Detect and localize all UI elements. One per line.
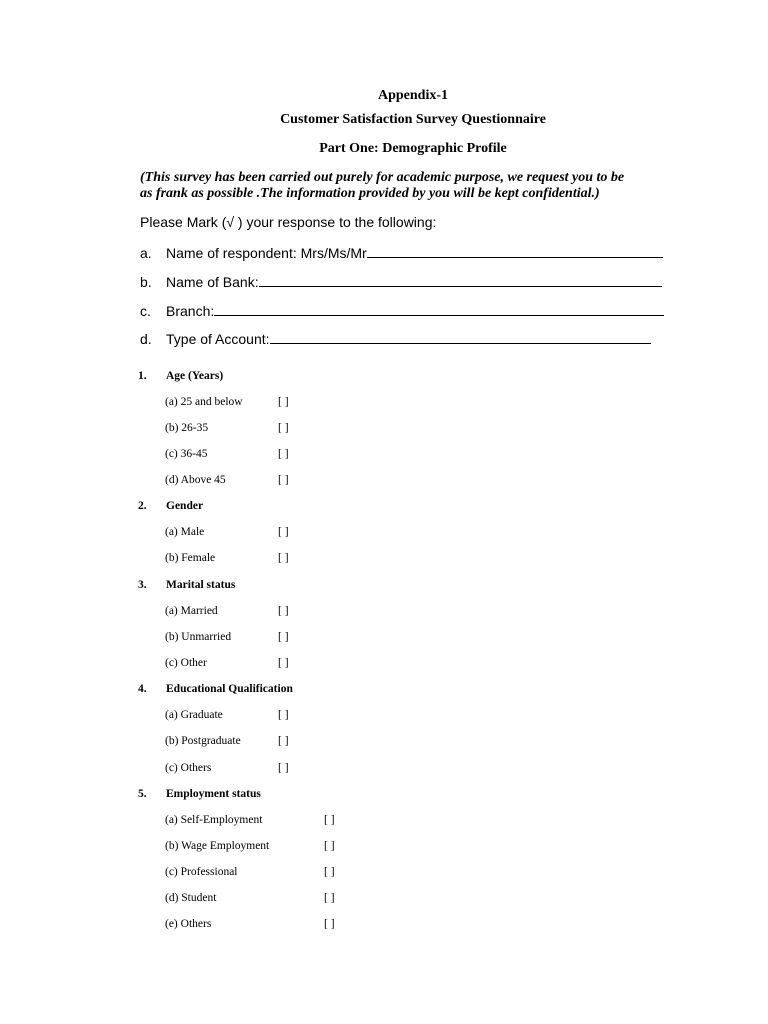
option-label: (c) 36-45 <box>165 448 208 460</box>
question-number: 5. <box>138 788 147 800</box>
field-label: Type of Account: <box>166 331 270 347</box>
question-number: 1. <box>138 370 147 382</box>
option-label: (d) Above 45 <box>165 474 226 486</box>
question-number: 2. <box>138 500 147 512</box>
section-title: Part One: Demographic Profile <box>319 141 507 156</box>
checkbox[interactable]: [ ] <box>324 840 335 852</box>
checkbox[interactable]: [ ] <box>278 605 289 617</box>
field-label: Branch: <box>166 303 215 319</box>
option-label: (b) 26-35 <box>165 422 209 434</box>
field-letter: b. <box>140 274 152 290</box>
respondent-name-field <box>140 245 663 261</box>
question-number: 3. <box>138 579 147 591</box>
checkbox[interactable]: [ ] <box>278 396 289 408</box>
option-label: (a) Male <box>165 526 205 538</box>
option-label: (e) Others <box>165 918 212 930</box>
intro-line-1: (This survey has been carried out purely for academic purpose, we request you to be <box>140 170 625 185</box>
question-title: Marital status <box>166 579 236 591</box>
branch-blank[interactable] <box>214 314 664 316</box>
option-label: (c) Professional <box>165 866 238 878</box>
intro-line-2: as frank as possible .The information provided by you will be kept confidential.) <box>140 186 600 201</box>
checkbox[interactable]: [ ] <box>278 657 289 669</box>
option-label: (c) Other <box>165 657 207 669</box>
field-letter: c. <box>140 303 151 319</box>
checkbox[interactable]: [ ] <box>278 735 289 747</box>
bank-name-field <box>140 274 662 290</box>
question-heading <box>138 683 293 695</box>
checkbox[interactable]: [ ] <box>278 709 289 721</box>
field-letter: a. <box>140 245 152 261</box>
account-type-field <box>140 331 651 347</box>
option-label: (a) Self-Employment <box>165 814 263 826</box>
question-number: 4. <box>138 683 147 695</box>
option-label: (a) Married <box>165 605 218 617</box>
checkbox[interactable]: [ ] <box>324 918 335 930</box>
question-heading <box>138 788 261 800</box>
page-title: Customer Satisfaction Survey Questionnaire <box>280 112 546 127</box>
option-label: (b) Wage Employment <box>165 840 270 852</box>
appendix-label: Appendix-1 <box>377 88 449 103</box>
field-label: Name of respondent: Mrs/Ms/Mr <box>166 245 367 261</box>
checkbox[interactable]: [ ] <box>278 422 289 434</box>
account-type-blank[interactable] <box>270 342 651 344</box>
question-heading <box>138 579 235 591</box>
question-heading <box>138 500 203 512</box>
instruction-text: Please Mark (√ ) your response to the following: <box>140 214 437 230</box>
option-label: (b) Postgraduate <box>165 735 241 747</box>
checkbox[interactable]: [ ] <box>278 762 289 774</box>
question-title: Educational Qualification <box>166 683 293 695</box>
checkbox[interactable]: [ ] <box>324 814 335 826</box>
field-letter: d. <box>140 331 152 347</box>
option-label: (b) Unmarried <box>165 631 232 643</box>
checkbox[interactable]: [ ] <box>278 526 289 538</box>
option-label: (b) Female <box>165 552 216 564</box>
question-title: Gender <box>166 500 204 512</box>
field-label: Name of Bank: <box>166 274 259 290</box>
option-label: (d) Student <box>165 892 217 904</box>
checkbox[interactable]: [ ] <box>278 552 289 564</box>
question-heading <box>138 370 223 382</box>
bank-name-blank[interactable] <box>259 285 662 287</box>
checkbox[interactable]: [ ] <box>278 474 289 486</box>
question-title: Age (Years) <box>166 370 224 382</box>
question-title: Employment status <box>166 788 261 800</box>
checkbox[interactable]: [ ] <box>278 448 289 460</box>
checkbox[interactable]: [ ] <box>278 631 289 643</box>
option-label: (c) Others <box>165 762 212 774</box>
checkbox[interactable]: [ ] <box>324 866 335 878</box>
option-label: (a) 25 and below <box>165 396 243 408</box>
checkbox[interactable]: [ ] <box>324 892 335 904</box>
branch-field <box>140 303 664 319</box>
option-label: (a) Graduate <box>165 709 223 721</box>
respondent-name-blank[interactable] <box>367 256 663 258</box>
